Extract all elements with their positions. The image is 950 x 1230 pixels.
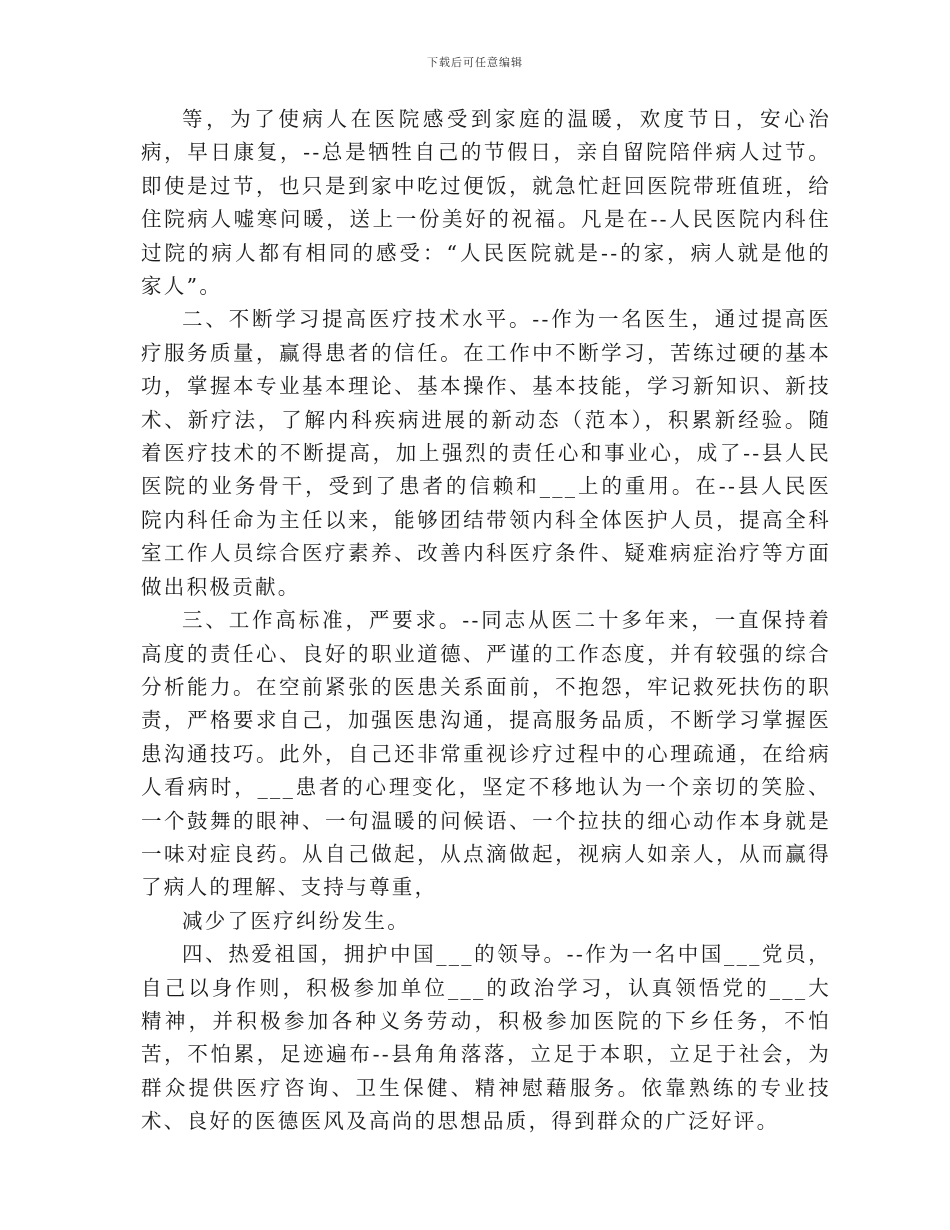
document-body [141, 103, 831, 1139]
page-header: 下载后可任意编辑 [427, 56, 523, 69]
paragraph-section-3-continued: 减少了医疗纠纷发生。 [182, 908, 410, 933]
paragraph-intro: 等，为了使病人在医院感受到家庭的温暖，欢度节日，安心治病，早日康复，--总是牺牲自己的节假日，亲自留院陪伴病人过节。即使是过节，也只是到家中吃过便饭，就急忙赶回医院带班值班，给住院病人嘘寒问暖，送上一份美好的祝福。凡是在--人民医院内科住过院的病人都有相同的感受：“人民医院就是--的家，病人就是他的家人”。 [141, 107, 831, 299]
paragraph-section-4: 四、热爱祖国，拥护中国___的领导。--作为一名中国___党员，自己以身作则，积极参加单位___的政治学习，认真领悟党的___大精神，并积极参加各种义务劳动，积极参加医院的下乡任务，不怕苦，不怕累，足迹遍布--县角角落落，立足于本职，立足于社会，为群众提供医疗咨询、卫生保健、精神慰藉服务。依靠熟练的专业技术、良好的医德医风及高尚的思想品质，得到群众的广泛好评。 [141, 942, 831, 1134]
paragraph-section-3: 三、工作高标准，严要求。--同志从医二十多年来，一直保持着高度的责任心、良好的职业道德、严谨的工作态度，并有较强的综合分析能力。在空前紧张的医患关系面前，不抱怨，牢记救死扶伤的职责，严格要求自己，加强医患沟通，提高服务品质，不断学习掌握医患沟通技巧。此外，自己还非常重视诊疗过程中的心理疏通，在给病人看病时，___患者的心理变化，坚定不移地认为一个亲切的笑脸、一个鼓舞的眼神、一句温暖的问候语、一个拉扶的细心动作本身就是一味对症良药。从自己做起，从点滴做起，视病人如亲人，从而赢得了病人的理解、支持与尊重， [141, 608, 831, 900]
paragraph-section-2: 二、不断学习提高医疗技术水平。--作为一名医生，通过提高医疗服务质量，赢得患者的信任。在工作中不断学习，苦练过硬的基本功，掌握本专业基本理论、基本操作、基本技能，学习新知识、新技术、新疗法，了解内科疾病进展的新动态（范本），积累新经验。随着医疗技术的不断提高，加上强烈的责任心和事业心，成了--县人民医院的业务骨干，受到了患者的信赖和___上的重用。在--县人民医院内科任命为主任以来，能够团结带领内科全体医护人员，提高全科室工作人员综合医疗素养、改善内科医疗条件、疑难病症治疗等方面做出积极贡献。 [141, 307, 831, 599]
